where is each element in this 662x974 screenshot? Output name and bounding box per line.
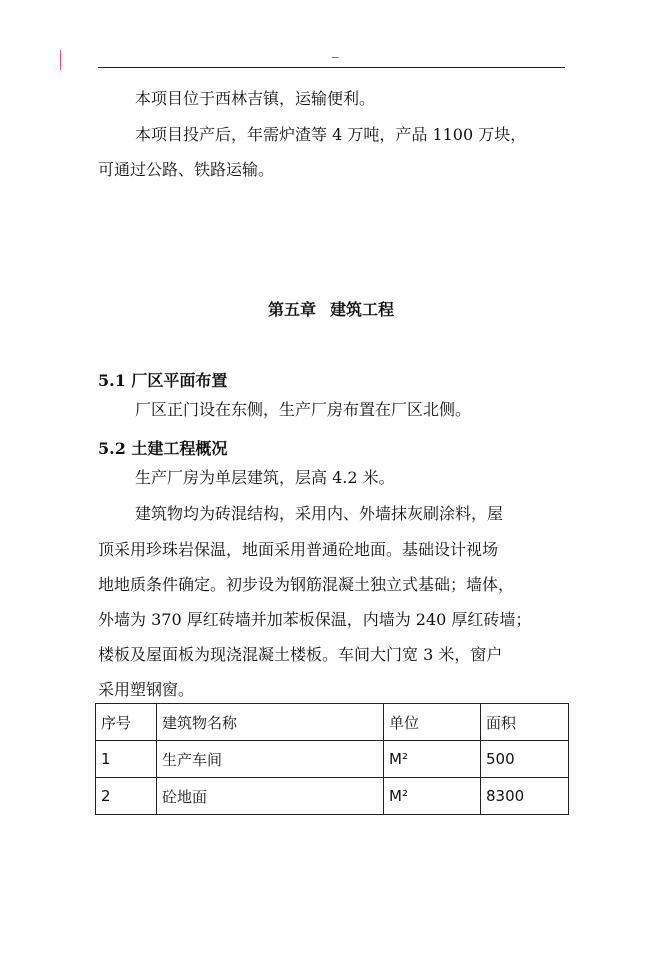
section-5-2-p2-line: 楼板及屋面板为现浇混凝土楼板。车间大门宽 3 米，窗户	[98, 645, 503, 664]
table-cell: 8300	[481, 778, 569, 815]
section-5-2-heading: 5.2 土建工程概况	[98, 439, 228, 458]
table-cell: 生产车间	[157, 741, 384, 778]
chapter-name: 建筑工程	[330, 300, 395, 319]
table-cell: 1	[96, 741, 157, 778]
table-row	[96, 741, 569, 778]
intro-paragraph-2-line-1: 本项目投产后，年需炉渣等 4 万吨，产品 1100 万块，	[135, 125, 527, 144]
header-dash	[332, 57, 339, 58]
chapter-title	[0, 297, 662, 320]
table-cell: 砼地面	[157, 778, 384, 815]
section-5-2-p2-line: 建筑物均为砖混结构，采用内、外墙抹灰刷涂料，屋	[135, 504, 504, 523]
table-cell: 2	[96, 778, 157, 815]
intro-paragraph-1: 本项目位于西林吉镇，运输便利。	[135, 89, 376, 108]
header-rule	[98, 67, 565, 68]
section-5-2-p2-line: 外墙为 370 厚红砖墙并加苯板保温，内墙为 240 厚红砖墙；	[98, 610, 532, 629]
table-header-cell: 建筑物名称	[157, 704, 384, 741]
section-5-2-p2-line: 顶采用珍珠岩保温，地面采用普通砼地面。基础设计视场	[98, 540, 499, 559]
section-5-2-p2-line: 采用塑钢窗。	[98, 680, 195, 699]
table-header-cell: 面积	[481, 704, 569, 741]
intro-paragraph-2-line-2: 可通过公路、铁路运输。	[98, 160, 275, 179]
table-row	[96, 778, 569, 815]
table-cell: M²	[384, 778, 481, 815]
table-header-cell: 序号	[96, 704, 157, 741]
table-header-row	[96, 704, 569, 741]
section-5-1-body: 厂区正门设在东侧，生产厂房布置在厂区北侧。	[135, 400, 472, 419]
table-cell: M²	[384, 741, 481, 778]
section-5-2-paragraph-1: 生产厂房为单层建筑，层高 4.2 米。	[135, 468, 395, 487]
table-cell: 500	[481, 741, 569, 778]
section-5-1-heading: 5.1 厂区平面布置	[98, 371, 228, 390]
section-5-2-p2-line: 地地质条件确定。初步设为钢筋混凝土独立式基础；墙体，	[98, 575, 515, 594]
building-table	[95, 703, 569, 815]
table-header-cell: 单位	[384, 704, 481, 741]
corner-crop-mark	[60, 50, 61, 70]
chapter-number: 第五章	[267, 300, 316, 319]
